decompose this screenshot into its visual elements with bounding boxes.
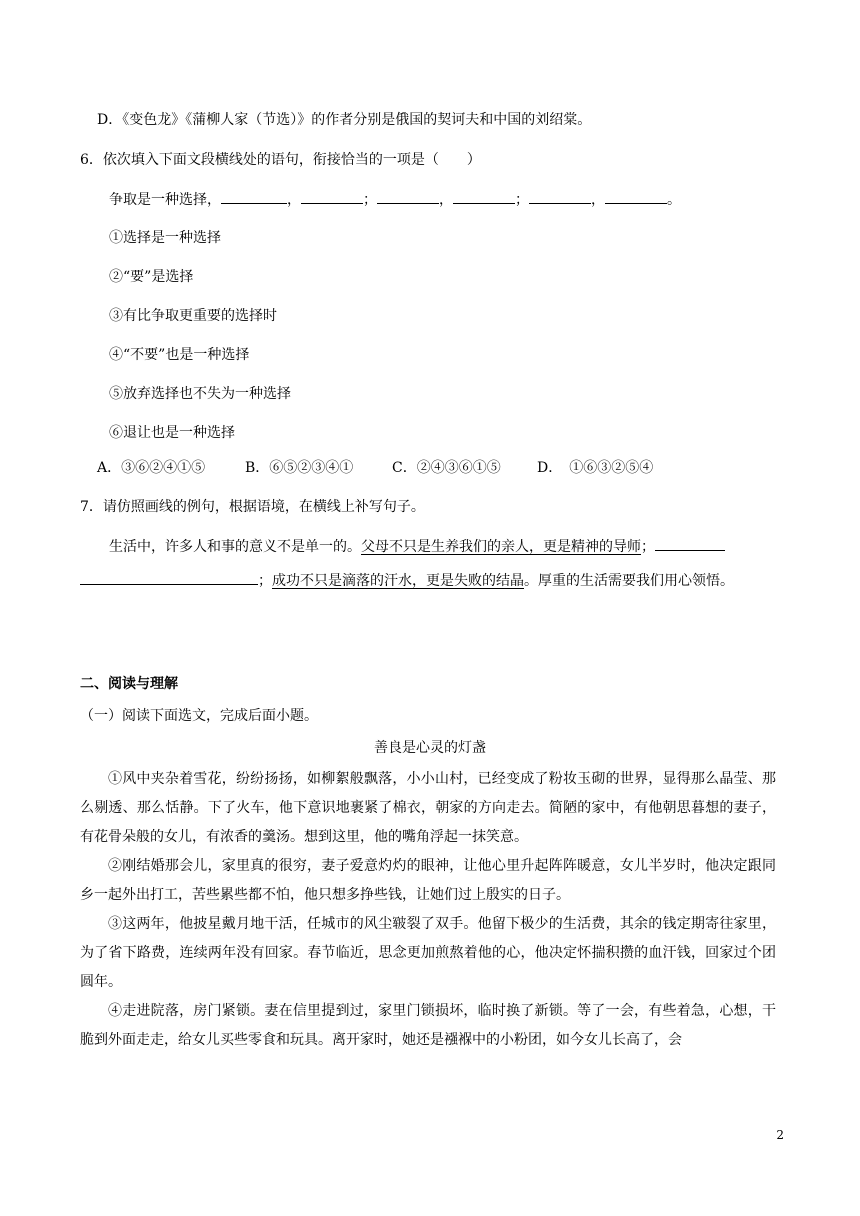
q6-item-2: ②“要”是选择 <box>109 269 194 285</box>
q6-item-5: ⑤放弃选择也不失为一种选择 <box>109 386 291 402</box>
q7-example-sentence-1: 父母不只是生养我们的亲人，更是精神的导师 <box>361 539 641 555</box>
fill-blank-2[interactable] <box>301 189 363 204</box>
punct: ， <box>287 192 301 208</box>
punct: ， <box>591 192 605 208</box>
fill-blank-6[interactable] <box>605 189 667 204</box>
punct: ； <box>641 539 655 555</box>
q6-option-b[interactable]: B．⑥⑤②③④① <box>245 460 354 476</box>
fill-blank-5[interactable] <box>529 189 591 204</box>
punct: ； <box>515 192 529 208</box>
q6-item-1: ①选择是一种选择 <box>109 230 221 246</box>
q7-stem: 7．请仿照画线的例句，根据语境，在横线上补写句子。 <box>80 499 425 515</box>
q7-text-end: 。厚重的生活需要我们用心领悟。 <box>524 573 734 589</box>
q6-option-c[interactable]: C．②④③⑥①⑤ <box>392 460 501 476</box>
q6-option-a[interactable]: A．③⑥②④①⑤ <box>97 460 206 476</box>
section-subheading: （一）阅读下面选文，完成后面小题。 <box>80 708 318 724</box>
q6-stem: 6．依次填入下面文段横线处的语句，衔接恰当的一项是（ ） <box>80 152 481 168</box>
q6-item-3: ③有比争取更重要的选择时 <box>109 308 277 324</box>
q6-item-4: ④“不要”也是一种选择 <box>109 347 250 363</box>
q7-line-1 <box>109 536 725 557</box>
fill-blank-3[interactable] <box>377 189 439 204</box>
q7-answer-blank-part1[interactable] <box>655 536 725 551</box>
punct: ； <box>363 192 377 208</box>
passage-paragraph-1: ①风中夹杂着雪花，纷纷扬扬，如柳絮般飘落，小小山村，已经变成了粉妆玉砌的世界，显得那么晶莹、那么剔透、那么恬静。下了火车，他下意识地裹紧了棉衣，朝家的方向走去。简陋的家中，有他朝思暮想的妻子，有花骨朵般的女儿，有浓香的羹汤。想到这里，他的嘴角浮起一抹笑意。 <box>80 771 776 845</box>
fill-blank-1[interactable] <box>221 189 287 204</box>
q7-line-2 <box>80 570 734 591</box>
q7-example-sentence-2: 成功不只是滴落的汗水，更是失败的结晶 <box>272 573 524 589</box>
passage-paragraph-2: ②刚结婚那会儿，家里真的很穷，妻子爱意灼灼的眼神，让他心里升起阵阵暖意，女儿半岁时，他决定跟同乡一起外出打工，苦些累些都不怕，他只想多挣些钱，让她们过上殷实的日子。 <box>80 858 776 903</box>
punct: 。 <box>667 192 681 208</box>
punct: ； <box>258 573 272 589</box>
q6-passage <box>109 189 681 210</box>
q6-item-6: ⑥退让也是一种选择 <box>109 425 235 441</box>
section-heading: 二、阅读与理解 <box>80 676 178 692</box>
fill-blank-4[interactable] <box>453 189 515 204</box>
q6-option-d[interactable]: D． ①⑥③②⑤④ <box>537 460 654 476</box>
page-number: 2 <box>776 1128 784 1142</box>
passage-paragraph-4: ④走进院落，房门紧锁。妻在信里提到过，家里门锁损坏，临时换了新锁。等了一会，有些着急，心想，干脆到外面走走，给女儿买些零食和玩具。离开家时，她还是襁褓中的小粉团，如今女儿长高了，会 <box>80 1003 776 1048</box>
passage-body <box>80 765 776 1055</box>
q7-answer-blank-part2[interactable] <box>80 570 258 585</box>
q6-passage-start: 争取是一种选择， <box>109 192 221 208</box>
passage-paragraph-3: ③这两年，他披星戴月地干活，任城市的风尘皲裂了双手。他留下极少的生活费，其余的钱定期寄往家里，为了省下路费，连续两年没有回家。春节临近，思念更加煎熬着他的心，他决定怀揣积攒的血汗钱，回家过个团圆年。 <box>80 916 776 990</box>
punct: ， <box>439 192 453 208</box>
q5-option-d: D．《变色龙》《蒲柳人家（节选）》的作者分别是俄国的契诃夫和中国的刘绍棠。 <box>97 112 592 128</box>
passage-title: 善良是心灵的灯盏 <box>374 740 486 756</box>
q7-text: 生活中，许多人和事的意义不是单一的。 <box>109 539 361 555</box>
